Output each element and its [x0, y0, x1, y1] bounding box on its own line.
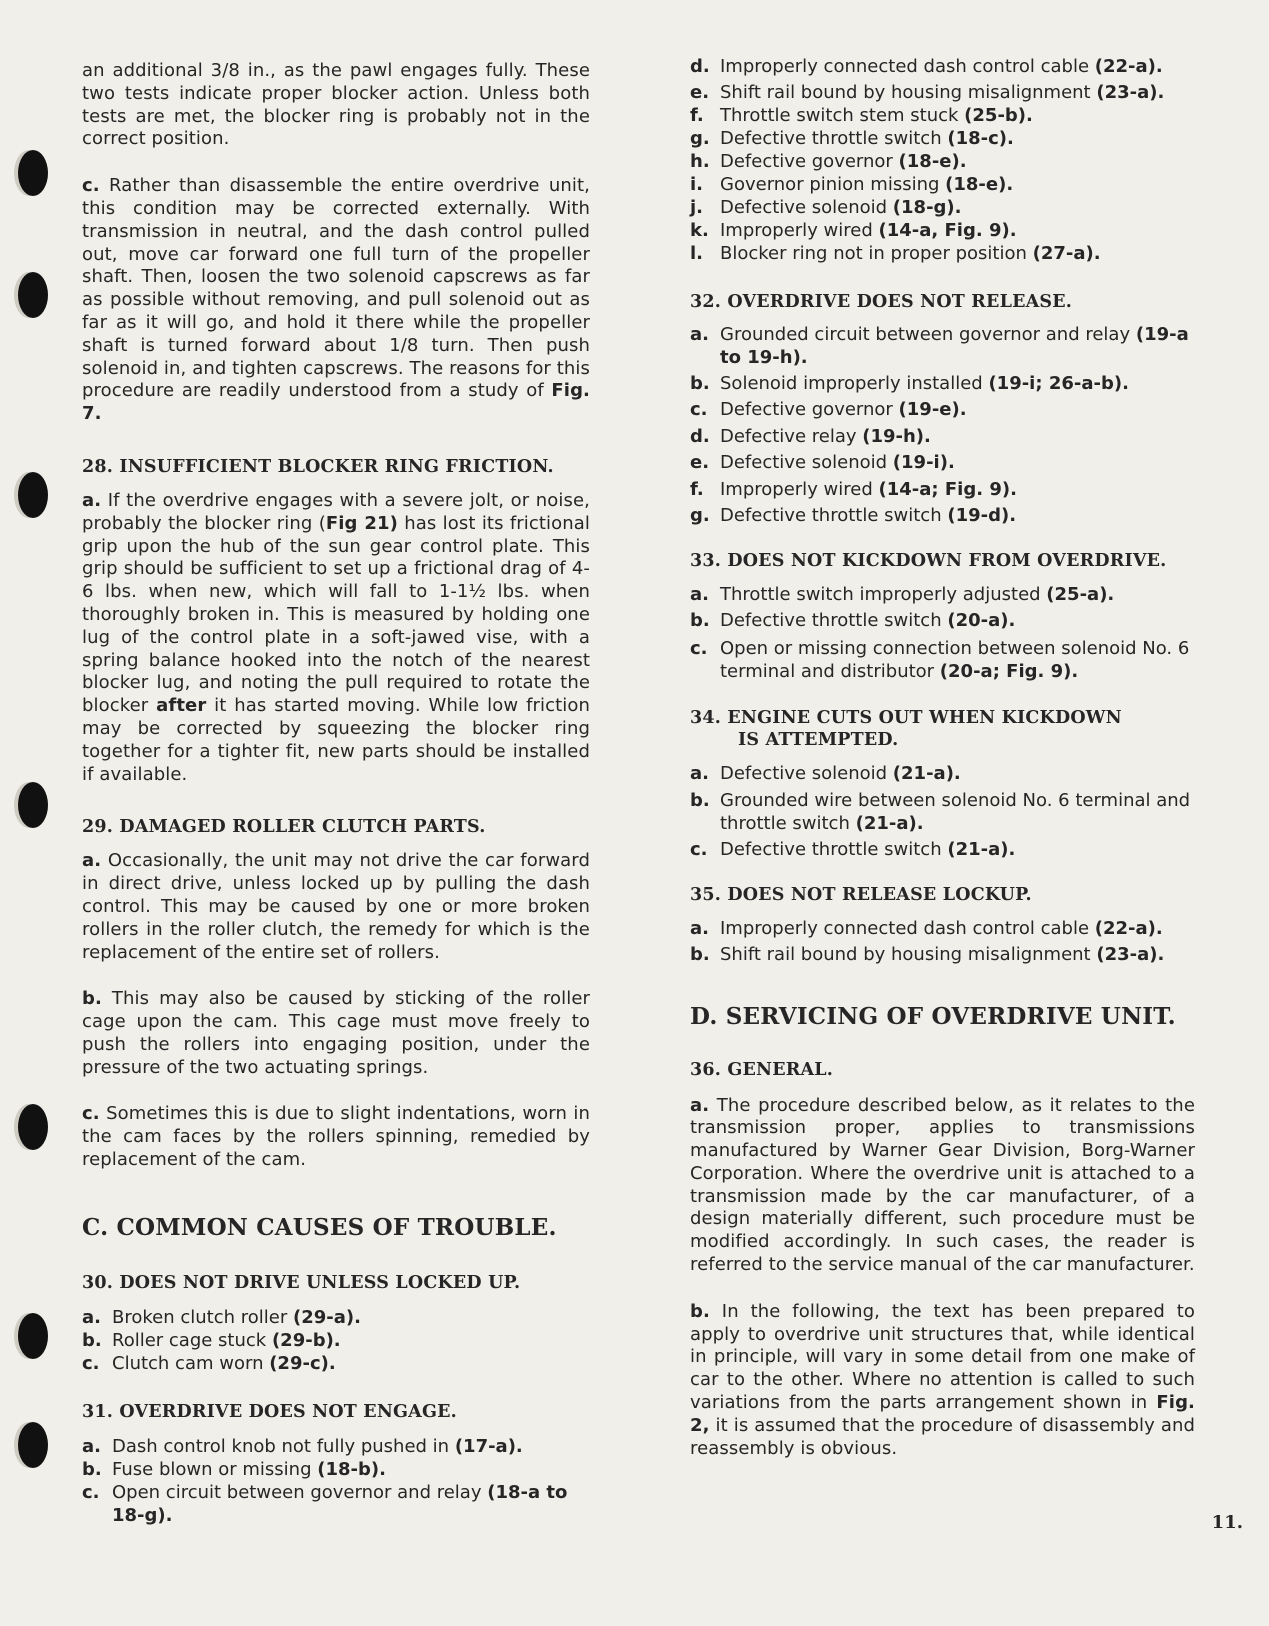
section-28-heading: 28. INSUFFICIENT BLOCKER RING FRICTION.	[82, 456, 554, 477]
list-item	[690, 582, 1195, 609]
item-label: i.	[690, 173, 704, 195]
item-ref: (29-b).	[271, 1329, 341, 1351]
item-ref: (18-c).	[947, 127, 1014, 149]
list-item	[690, 127, 1195, 150]
intro-paragraph: an additional 3/8 in., as the pawl engages fully. These two tests indicate proper blocker action. Unless both tests are met, the blocker ring is probably not in the correct position.	[82, 60, 590, 150]
section-29-heading: 29. DAMAGED ROLLER CLUTCH PARTS.	[82, 817, 486, 838]
item-text: Open circuit between governor and relay	[112, 1481, 488, 1503]
item-label: c.	[690, 637, 708, 659]
item-ref: (19-a to 19-h).	[720, 323, 1189, 368]
item-label: g.	[690, 127, 710, 149]
item-text: Defective throttle switch	[720, 610, 948, 631]
item-text: Throttle switch stem stuck	[720, 104, 965, 126]
item-text: Improperly wired	[720, 219, 879, 241]
item-label: b.	[690, 610, 710, 631]
section-33-list	[690, 582, 1195, 683]
section-30-heading: 30. DOES NOT DRIVE UNLESS LOCKED UP.	[82, 1272, 521, 1293]
item-label: c.	[82, 1103, 100, 1125]
list-item	[690, 242, 1195, 265]
item-label: a.	[82, 1306, 101, 1328]
paragraph-text: The procedure described below, as it relates to the transmission proper, applies to transmissions manufactured by Warner Gear Division, Borg-Warner Corporation. Where the overdrive unit is attached to a transmission made by the car manufacturer, of a design materially different, such procedure must be modified accordingly. In such cases, the reader is referred to the service manual of the car manufacturer.	[690, 1094, 1195, 1276]
item-ref: (14-a, Fig. 9).	[878, 219, 1017, 241]
item-text: Throttle switch improperly adjusted	[720, 583, 1047, 605]
item-ref: (19-e).	[898, 399, 967, 420]
item-label: l.	[690, 242, 704, 264]
item-ref: (23-a).	[1096, 944, 1165, 965]
paragraph-29b	[82, 988, 590, 1079]
item-label: c.	[690, 399, 708, 420]
heading-line: 34. ENGINE CUTS OUT WHEN KICKDOWN	[690, 707, 1122, 728]
item-ref: (20-a).	[947, 610, 1016, 631]
item-ref: (17-a).	[454, 1435, 523, 1457]
paragraph-text: In the following, the text has been prepared to apply to overdrive unit structures that, while identical in principle, will vary in some detail from one make of car to the other. Where no attention is called to such variations from the parts arrangement shown in	[690, 1300, 1195, 1414]
paragraph-36a	[690, 1095, 1195, 1277]
item-ref: (18-e).	[945, 173, 1014, 195]
item-ref: (14-a; Fig. 9).	[878, 478, 1017, 500]
paragraph-29a	[82, 850, 590, 964]
item-text: Defective throttle switch	[720, 505, 948, 526]
item-text: Solenoid improperly installed	[720, 372, 989, 394]
item-label: b.	[82, 1329, 102, 1351]
paragraph-text: This may also be caused by sticking of the roller cage upon the cam. This cage must move freely to push the rollers into engaging position, under the pressure of the two actuating springs.	[82, 988, 590, 1078]
item-label: b.	[82, 1458, 102, 1480]
heading-line: IS ATTEMPTED.	[738, 729, 899, 750]
paragraph-text: Sometimes this is due to slight indentations, worn in the cam faces by the rollers spinning, remedied by replacement of the cam.	[82, 1103, 590, 1171]
figure-ref: Fig. 7.	[82, 380, 590, 425]
item-text: Defective solenoid	[720, 762, 893, 784]
punch-hole	[18, 782, 48, 828]
list-item	[82, 1458, 590, 1481]
item-ref: (18-e).	[898, 150, 967, 172]
item-label: k.	[690, 219, 709, 241]
item-ref: (19-h).	[862, 425, 931, 447]
section-35-list	[690, 916, 1195, 969]
section-31-list	[82, 1435, 590, 1527]
item-label: a.	[82, 850, 102, 872]
section-d-heading: D. SERVICING OF OVERDRIVE UNIT.	[690, 1002, 1176, 1030]
paragraph-28a	[82, 490, 590, 786]
punch-hole	[18, 150, 48, 196]
item-label: b.	[82, 988, 102, 1010]
item-ref: (29-c).	[269, 1352, 336, 1374]
list-item	[82, 1329, 590, 1352]
item-ref: (22-a).	[1094, 917, 1163, 939]
item-text: Grounded circuit between governor and relay	[720, 323, 1136, 345]
item-label: a.	[690, 323, 709, 345]
item-text: Grounded wire between solenoid No. 6 terminal and throttle switch	[720, 790, 1191, 834]
item-label: j.	[690, 196, 704, 218]
list-item	[690, 150, 1195, 173]
item-text: Governor pinion missing	[720, 173, 946, 195]
item-label: f.	[690, 104, 704, 126]
item-text: Open or missing connection between solenoid No. 6 terminal and distributor	[720, 637, 1190, 682]
paragraph-text: Rather than disassemble the entire overdrive unit, this condition may be corrected externally. With transmission in neutral, and the dash control pulled out, move car forward one full turn of the propeller shaft. Then, loosen the two solenoid capscrews as far as possible without removing, and pull solenoid out as far as it will go, and hold it there while the propeller shaft is turned forward about 1/8 turn. Then push solenoid in, and tighten capscrews. The reasons for this procedure are readily understood from a study of	[82, 175, 590, 402]
list-item	[690, 789, 1195, 835]
section-34-list	[690, 761, 1195, 864]
list-item	[690, 608, 1195, 635]
list-item	[690, 173, 1195, 196]
item-label: c.	[82, 1352, 100, 1374]
item-ref: (29-a).	[292, 1306, 361, 1328]
list-item	[690, 916, 1195, 943]
punch-hole	[18, 472, 48, 518]
item-label: e.	[690, 81, 710, 103]
item-text: Blocker ring not in proper position	[720, 242, 1033, 264]
item-ref: (19-i; 26-a-b).	[988, 372, 1129, 394]
list-item	[690, 219, 1195, 242]
item-ref: (21-a).	[892, 762, 961, 784]
item-ref: (19-d).	[947, 505, 1017, 526]
section-32-heading: 32. OVERDRIVE DOES NOT RELEASE.	[690, 291, 1073, 312]
list-item	[690, 477, 1195, 504]
item-label: a.	[690, 762, 709, 784]
item-ref: (25-b).	[964, 104, 1033, 126]
item-label: a.	[82, 1435, 101, 1457]
list-item	[690, 424, 1195, 451]
page-number: 11.	[1211, 1512, 1243, 1533]
section-34-heading	[690, 707, 1195, 751]
list-item	[690, 761, 1195, 788]
item-label: c.	[690, 839, 708, 860]
item-label: a.	[690, 917, 709, 939]
item-ref: (22-a).	[1094, 56, 1163, 77]
paragraph-text: If the overdrive engages with a severe jolt, or noise, probably the blocker ring (	[82, 489, 590, 534]
item-text: Defective throttle switch	[720, 127, 948, 149]
list-item	[690, 371, 1195, 398]
paragraph-36b	[690, 1301, 1195, 1461]
item-label: b.	[690, 1300, 710, 1322]
item-text: Dash control knob not fully pushed in	[112, 1435, 455, 1457]
item-label: f.	[690, 478, 704, 500]
item-label: e.	[690, 452, 710, 473]
paragraph-text: it is assumed that the procedure of disassembly and reassembly is obvious.	[690, 1414, 1195, 1459]
item-label: a.	[690, 583, 709, 605]
list-item	[82, 1435, 590, 1458]
item-text: Broken clutch roller	[112, 1306, 293, 1328]
punch-hole	[18, 1422, 48, 1468]
item-label: b.	[690, 790, 710, 811]
section-35-heading: 35. DOES NOT RELEASE LOCKUP.	[690, 884, 1032, 905]
list-item	[690, 397, 1195, 424]
paragraph-text: it has started moving. While low friction may be corrected by squeezing the blocker ring together for a tighter fit, new parts should be installed if available.	[82, 695, 590, 785]
item-text: Roller cage stuck	[112, 1329, 272, 1351]
item-text: Defective solenoid	[720, 196, 893, 218]
item-text: Defective solenoid	[720, 452, 893, 473]
item-ref: (23-a).	[1096, 81, 1165, 103]
item-label: b.	[690, 372, 710, 394]
item-text: Improperly connected dash control cable	[720, 56, 1095, 77]
list-item	[690, 54, 1195, 81]
list-item	[690, 81, 1195, 104]
item-text: Defective throttle switch	[720, 839, 948, 860]
item-text: Defective governor	[720, 399, 899, 420]
item-ref: (25-a).	[1046, 583, 1115, 605]
section-c-heading: C. COMMON CAUSES OF TROUBLE.	[82, 1213, 557, 1241]
punch-hole	[18, 1104, 48, 1150]
item-label: b.	[690, 944, 710, 965]
punch-hole	[18, 1313, 48, 1359]
right-column	[690, 56, 1195, 1460]
item-text: Shift rail bound by housing misalignment	[720, 81, 1097, 103]
item-label: d.	[690, 425, 710, 447]
item-label: d.	[690, 56, 710, 77]
paragraph-text: has lost its frictional grip upon the hub of the sun gear control plate. This grip should be sufficient to set up a frictional drag of 4-6 lbs. when new, which will fall to 1-1½ lbs. when thoroughly broken in. This is measured by holding one lug of the control plate in a soft-jawed vise, with a spring balance hooked into the notch of the nearest blocker lug, and noting the pull required to rotate the blocker	[82, 512, 590, 717]
list-item	[690, 104, 1195, 127]
item-ref: (21-a).	[855, 813, 924, 834]
list-item	[82, 1481, 590, 1527]
section-31-list-continued	[690, 54, 1195, 265]
list-item	[82, 1306, 590, 1329]
section-31-heading: 31. OVERDRIVE DOES NOT ENGAGE.	[82, 1401, 457, 1422]
list-item	[690, 637, 1195, 683]
item-text: Shift rail bound by housing misalignment	[720, 944, 1097, 965]
section-32-list	[690, 323, 1195, 530]
emphasis: after	[156, 695, 207, 717]
item-label: a.	[690, 1094, 710, 1116]
item-text: Improperly connected dash control cable	[720, 917, 1095, 939]
item-text: Clutch cam worn	[112, 1352, 270, 1374]
item-text: Defective governor	[720, 150, 899, 172]
section-30-list	[82, 1306, 590, 1375]
list-item	[690, 503, 1195, 530]
item-label: c.	[82, 1481, 100, 1503]
paragraph-29c	[82, 1103, 590, 1171]
item-ref: (21-a).	[947, 839, 1016, 860]
list-item	[82, 1352, 590, 1375]
left-column	[82, 60, 590, 1527]
punch-hole	[18, 272, 48, 318]
paragraph-27c	[82, 175, 590, 426]
item-text: Defective relay	[720, 425, 863, 447]
item-ref: (18-b).	[317, 1458, 386, 1480]
item-ref: (27-a).	[1032, 242, 1101, 264]
list-item	[690, 196, 1195, 219]
section-36-heading: 36. GENERAL.	[690, 1059, 834, 1080]
list-item	[690, 450, 1195, 477]
list-item	[690, 837, 1195, 864]
item-text: Fuse blown or missing	[112, 1458, 318, 1480]
item-label: g.	[690, 505, 710, 526]
item-label: a.	[82, 489, 102, 511]
list-item	[690, 323, 1195, 369]
figure-ref: Fig. 2,	[690, 1392, 1195, 1436]
item-label: c.	[82, 175, 100, 197]
paragraph-text: Occasionally, the unit may not drive the car forward in direct drive, unless locked up by pulling the dash control. This may be caused by one or more broken rollers in the roller clutch, the remedy for which is the replacement of the entire set of rollers.	[82, 850, 590, 963]
item-text: Improperly wired	[720, 478, 879, 500]
item-ref: (20-a; Fig. 9).	[939, 660, 1079, 682]
list-item	[690, 942, 1195, 969]
item-ref: (19-i).	[892, 452, 955, 473]
item-ref: (18-g).	[892, 196, 962, 218]
figure-ref: Fig 21)	[325, 512, 398, 534]
item-ref: (18-a to 18-g).	[112, 1481, 568, 1526]
section-33-heading: 33. DOES NOT KICKDOWN FROM OVERDRIVE.	[690, 550, 1167, 571]
item-label: h.	[690, 150, 710, 172]
